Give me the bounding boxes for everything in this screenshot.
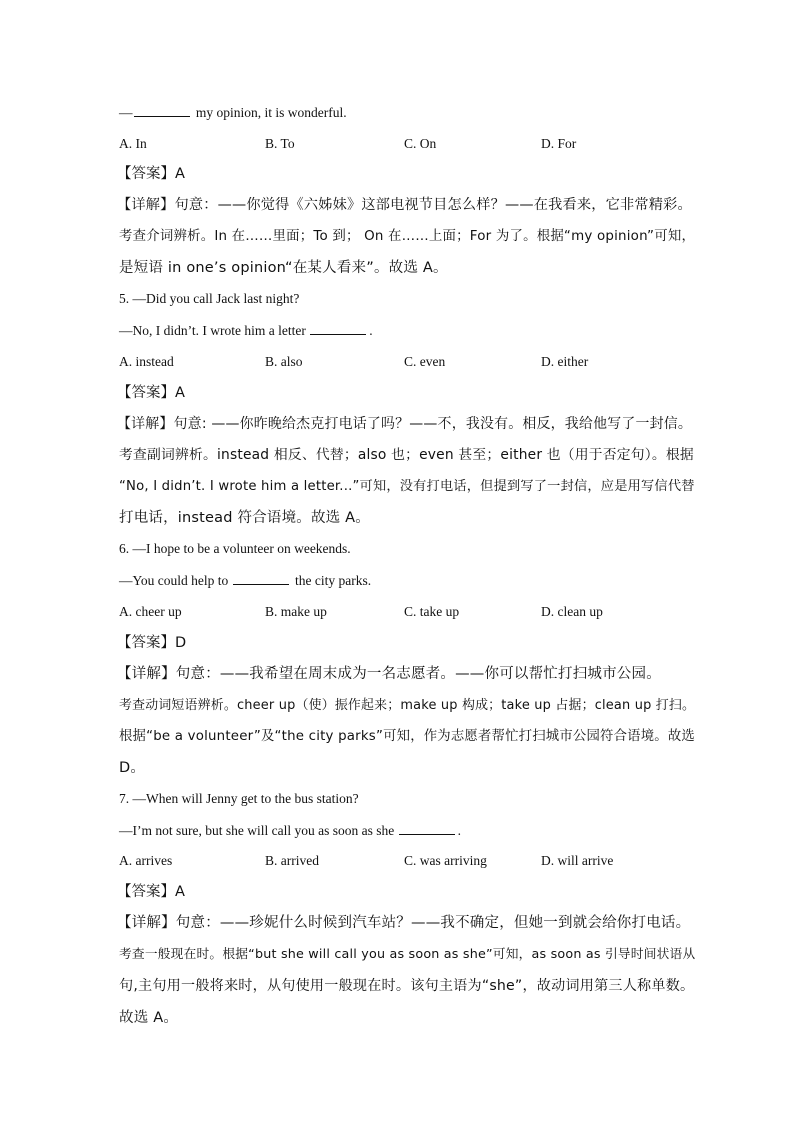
q4-stem-dash: —	[119, 105, 133, 120]
q4-blank	[134, 104, 190, 117]
q7-answer: 【答案】A	[117, 884, 185, 900]
q6-blank	[233, 572, 289, 585]
q6-answer: 【答案】D	[117, 635, 187, 651]
q5-line-2-text: —No, I didn’t. I wrote him a letter	[119, 323, 310, 338]
q6-option-a: A. cheer up	[119, 604, 182, 619]
q4-answer: 【答案】A	[117, 166, 185, 182]
q4-option-a: A. In	[119, 136, 147, 151]
q6-line-1: 6. —I hope to be a volunteer on weekends.	[119, 541, 351, 556]
q6-detail-line-4: D。	[119, 760, 146, 776]
q5-blank	[310, 322, 366, 335]
q5-detail-line-2: 考查副词辨析。instead 相反、代替；also 也；even 甚至；either 也（用于否定句）。根据	[119, 447, 694, 463]
q4-detail-line-1: 【详解】句意：——你觉得《六姊妹》这部电视节目怎么样？——在我看来，它非常精彩。	[117, 197, 692, 213]
q6-option-d: D. clean up	[541, 604, 603, 619]
q7-line-1: 7. —When will Jenny get to the bus station?	[119, 791, 359, 806]
q4-detail-line-3: 是短语 in one’s opinion“在某人看来”。故选 A。	[119, 260, 448, 276]
q5-detail-line-3: “No, I didn’t. I wrote him a letter...”可知，没有打电话，但提到写了一封信，应是用写信代替	[119, 479, 695, 494]
q6-option-b: B. make up	[265, 604, 327, 619]
q7-blank	[399, 822, 455, 835]
q5-option-b: B. also	[265, 354, 303, 369]
q5-option-c: C. even	[404, 354, 446, 369]
q4-stem	[119, 104, 347, 122]
q7-detail-line-1: 【详解】句意：——珍妮什么时候到汽车站？——我不确定，但她一到就会给你打电话。	[117, 915, 691, 931]
q4-detail-line-2: 考查介词辨析。In 在……里面；To 到； On 在……上面；For 为了。根据“my opinion”可知，	[119, 229, 696, 244]
q7-option-d: D. will arrive	[541, 853, 614, 868]
q6-detail-line-1: 【详解】句意：——我希望在周末成为一名志愿者。——你可以帮忙打扫城市公园。	[117, 666, 661, 682]
q5-detail-line-4: 打电话，instead 符合语境。故选 A。	[119, 510, 371, 526]
q7-option-b: B. arrived	[265, 853, 319, 868]
q7-line-2	[119, 822, 461, 840]
q5-answer: 【答案】A	[117, 385, 185, 401]
q6-line-2	[119, 572, 371, 590]
q7-detail-line-4: 故选 A。	[119, 1010, 179, 1026]
q5-option-a: A. instead	[119, 354, 174, 369]
q6-line-2-text: —You could help to	[119, 573, 232, 588]
q7-detail-line-3: 句,主句用一般将来时，从句使用一般现在时。该句主语为“she”，故动词用第三人称单数。	[119, 978, 695, 994]
q7-option-a: A. arrives	[119, 853, 173, 868]
q5-line-1: 5. —Did you call Jack last night?	[119, 291, 300, 306]
q5-detail-line-1: 【详解】句意: ——你昨晚给杰克打电话了吗？——不，我没有。相反，我给他写了一封信。	[117, 416, 693, 432]
q4-stem-text: my opinion, it is wonderful.	[192, 105, 347, 120]
q6-option-c: C. take up	[404, 604, 460, 619]
q4-option-c: C. On	[404, 136, 437, 151]
q5-line-2	[119, 322, 373, 340]
q5-line-2-end: .	[369, 323, 373, 338]
q7-line-2-text: —I’m not sure, but she will call you as soon as she	[119, 823, 398, 838]
q6-detail-line-3: 根据“be a volunteer”及“the city parks”可知，作为志愿者帮忙打扫城市公园符合语境。故选	[119, 729, 695, 744]
q7-detail-line-2: 考查一般现在时。根据“but she will call you as soon as she”可知，as soon as 引导时间状语从	[119, 947, 696, 962]
q7-option-c: C. was arriving	[404, 853, 487, 868]
q6-detail-line-2: 考查动词短语辨析。cheer up（使）振作起来；make up 构成；take up 占据；clean up 打扫。	[119, 698, 696, 713]
q4-option-d: D. For	[541, 136, 577, 151]
q5-option-d: D. either	[541, 354, 589, 369]
q7-line-2-end: .	[457, 823, 461, 838]
q4-option-b: B. To	[265, 136, 295, 151]
q6-line-2-end: the city parks.	[291, 573, 372, 588]
